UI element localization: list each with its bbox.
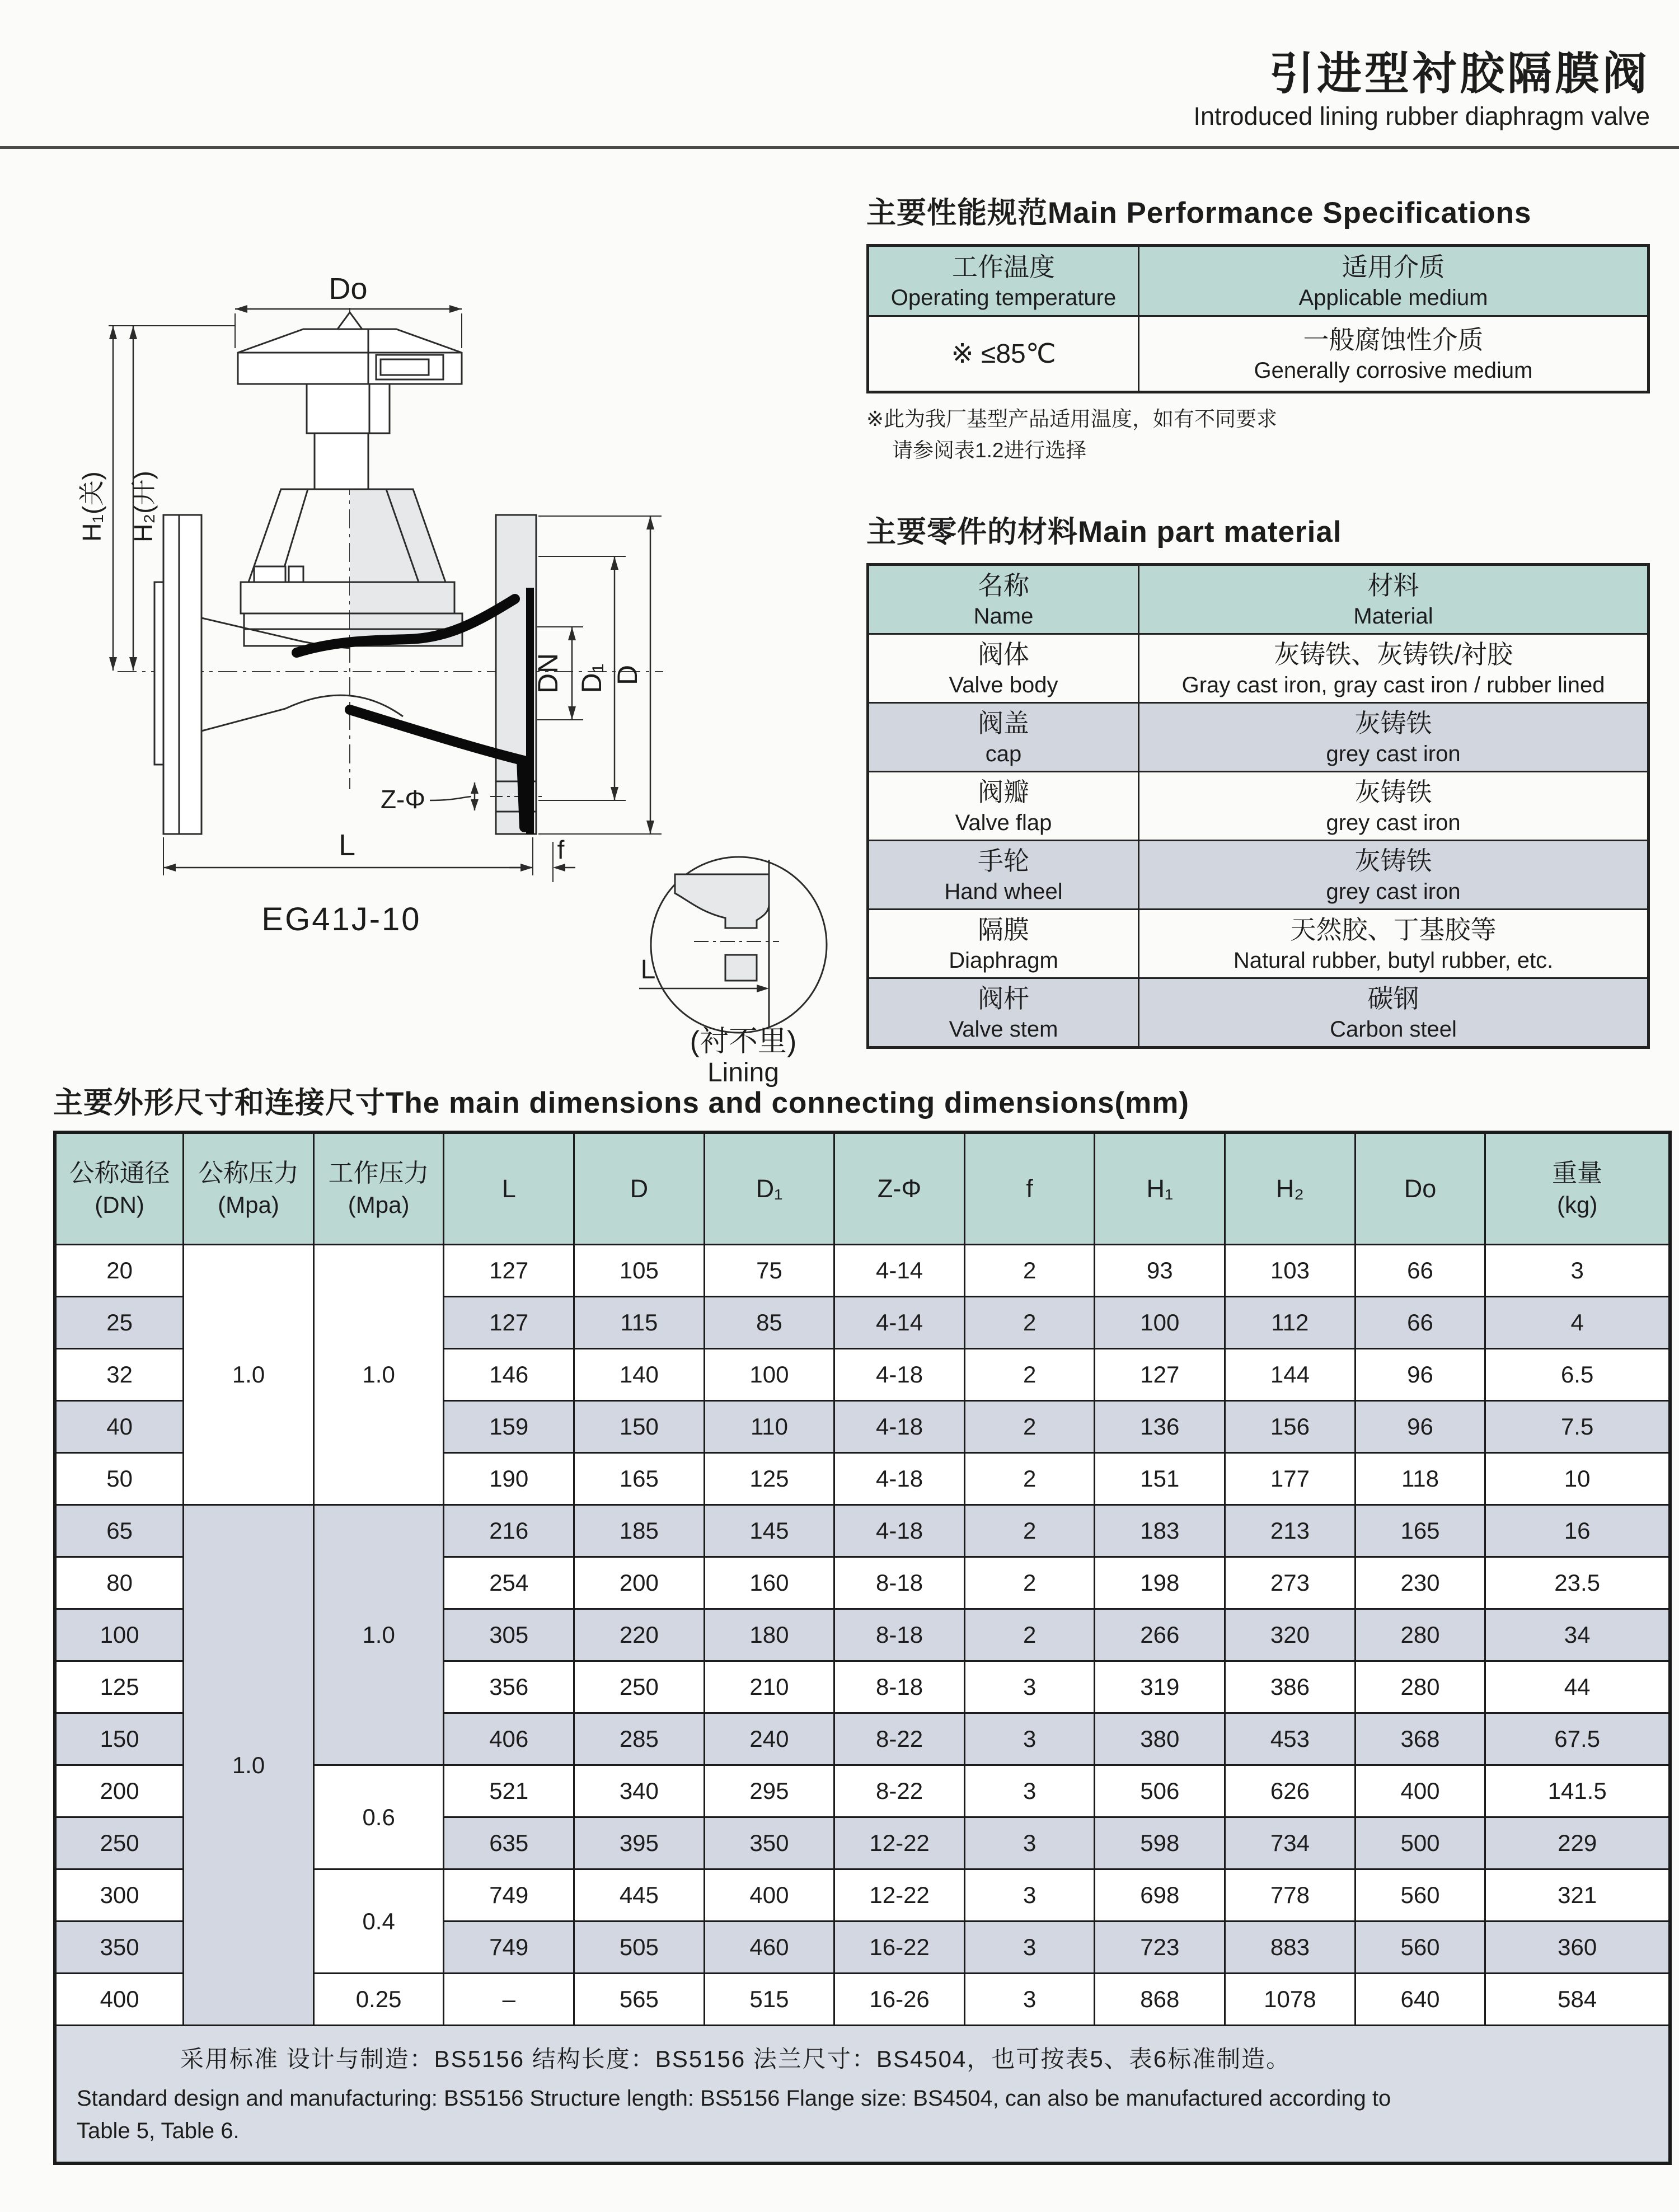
dim-cell: 778 xyxy=(1225,1869,1356,1922)
dim-merged-cell: 0.4 xyxy=(313,1869,444,1974)
performance-header-row xyxy=(868,246,1649,316)
dim-cell: 140 xyxy=(574,1349,705,1401)
standards-note-en-2: Table 5, Table 6. xyxy=(77,2119,240,2143)
dim-cell: 146 xyxy=(444,1349,574,1401)
dim-cell: 254 xyxy=(444,1557,574,1609)
dim-cell: 2 xyxy=(964,1505,1095,1557)
dim-cell: 144 xyxy=(1225,1349,1356,1401)
dim-cell: 216 xyxy=(444,1505,574,1557)
dim-cell: 340 xyxy=(574,1765,705,1817)
dim-merged-cell: 1.0 xyxy=(313,1245,444,1505)
dim-cell: 229 xyxy=(1485,1817,1670,1869)
temp-value-cell xyxy=(868,316,1139,392)
dim-merged-cell: 1.0 xyxy=(184,1245,314,1505)
dimensions-header-row xyxy=(55,1132,1670,1245)
dim-merged-cell: 0.25 xyxy=(313,1974,444,2026)
dim-cell: 280 xyxy=(1355,1661,1485,1713)
dim-cell: 50 xyxy=(55,1453,184,1505)
mat-val-zh: 天然胶、丁基胶等 xyxy=(1290,915,1497,944)
dim-cell: 500 xyxy=(1355,1817,1485,1869)
lining-caption-en: Lining xyxy=(707,1058,780,1088)
page-title-block xyxy=(1194,50,1650,131)
dim-merged-cell: 0.6 xyxy=(313,1765,444,1869)
dim-cell: 300 xyxy=(55,1869,184,1922)
temp-header-zh: 工作温度 xyxy=(952,252,1056,282)
dim-cell: 380 xyxy=(1095,1713,1225,1765)
dim-col-header: Do xyxy=(1355,1132,1485,1245)
material-name-cell xyxy=(868,634,1139,702)
medium-header-zh: 适用介质 xyxy=(1342,252,1445,282)
dim-cell: 250 xyxy=(55,1817,184,1869)
dim-cell: 6.5 xyxy=(1485,1349,1670,1401)
dim-cell: 200 xyxy=(574,1557,705,1609)
dim-cell: 3 xyxy=(964,1922,1095,1974)
dim-cell: 16-22 xyxy=(834,1922,965,1974)
dim-cell: 100 xyxy=(1095,1297,1225,1349)
dim-cell: 230 xyxy=(1355,1557,1485,1609)
dimensions-section xyxy=(53,1079,1672,2165)
dim-col-header: 重量 (kg) xyxy=(1485,1132,1670,1245)
dimensions-footer-row xyxy=(55,2026,1670,2164)
dim-cell: 127 xyxy=(444,1297,574,1349)
dim-col-header: f xyxy=(964,1132,1095,1245)
dim-col-header: H₂ xyxy=(1225,1132,1356,1245)
dim-cell: 3 xyxy=(1485,1245,1670,1297)
dim-cell: 127 xyxy=(1095,1349,1225,1401)
dim-cell: 635 xyxy=(444,1817,574,1869)
dim-cell: 400 xyxy=(1355,1765,1485,1817)
material-name-cell xyxy=(868,840,1139,909)
dim-cell: 2 xyxy=(964,1453,1095,1505)
performance-table xyxy=(866,244,1650,393)
material-row-cap xyxy=(868,702,1649,771)
dim-cell: 305 xyxy=(444,1609,574,1661)
dim-cell: 640 xyxy=(1355,1974,1485,2026)
dim-cell: 2 xyxy=(964,1609,1095,1661)
dim-cell: 85 xyxy=(704,1297,834,1349)
page-title: 引进型衬胶隔膜阀 xyxy=(1269,49,1650,99)
dim-cell: 8-18 xyxy=(834,1557,965,1609)
material-value-cell xyxy=(1139,909,1649,978)
dim-label-h1: H₁(关) xyxy=(77,471,106,542)
dim-cell: 460 xyxy=(704,1922,834,1974)
dim-cell: 100 xyxy=(55,1609,184,1661)
mat-name-zh: 阀杆 xyxy=(978,983,1030,1013)
dim-cell: 2 xyxy=(964,1557,1095,1609)
materials-heading: 主要零件的材料Main part material xyxy=(866,515,1342,549)
mat-val-en: Natural rubber, butyl rubber, etc. xyxy=(1233,948,1554,973)
dim-cell: 350 xyxy=(55,1922,184,1974)
material-row-valve-stem xyxy=(868,978,1649,1047)
dim-cell: 34 xyxy=(1485,1609,1670,1661)
dim-cell: 2 xyxy=(964,1245,1095,1297)
dim-cell: 356 xyxy=(444,1661,574,1713)
mat-val-zh: 灰铸铁 xyxy=(1354,777,1432,807)
dim-merged-cell: 1.0 xyxy=(313,1505,444,1765)
dim-cell: 560 xyxy=(1355,1869,1485,1922)
dim-label-l: L xyxy=(338,828,356,862)
dim-cell: 65 xyxy=(55,1505,184,1557)
dim-cell: 44 xyxy=(1485,1661,1670,1713)
dim-cell: 110 xyxy=(704,1401,834,1453)
dim-cell: 734 xyxy=(1225,1817,1356,1869)
dim-col-header: Z-Φ xyxy=(834,1132,965,1245)
lining-caption-zh: (衬不里) xyxy=(690,1025,797,1058)
dimensions-heading: 主要外形尺寸和连接尺寸The main dimensions and connecting dimensions(mm) xyxy=(53,1086,1190,1119)
dim-cell: 266 xyxy=(1095,1609,1225,1661)
dim-cell: 16-26 xyxy=(834,1974,965,2026)
mat-val-zh: 灰铸铁、灰铸铁/衬胶 xyxy=(1274,639,1513,669)
dim-cell: 515 xyxy=(704,1974,834,2026)
dim-cell: 20 xyxy=(55,1245,184,1297)
material-value-cell xyxy=(1139,978,1649,1047)
dim-cell: 103 xyxy=(1225,1245,1356,1297)
dim-cell: 505 xyxy=(574,1922,705,1974)
dim-cell: 198 xyxy=(1095,1557,1225,1609)
dim-cell: 386 xyxy=(1225,1661,1356,1713)
materials-col-material xyxy=(1139,565,1649,634)
dim-cell: 200 xyxy=(55,1765,184,1817)
dim-cell: 8-22 xyxy=(834,1713,965,1765)
dim-cell: 749 xyxy=(444,1922,574,1974)
dim-col-header: D xyxy=(574,1132,705,1245)
dim-cell: 285 xyxy=(574,1713,705,1765)
dim-cell: 506 xyxy=(1095,1765,1225,1817)
dim-cell: 3 xyxy=(964,1713,1095,1765)
dim-cell: 445 xyxy=(574,1869,705,1922)
mat-val-en: Carbon steel xyxy=(1330,1016,1457,1042)
dim-cell: 32 xyxy=(55,1349,184,1401)
dim-col-header: H₁ xyxy=(1095,1132,1225,1245)
dim-cell: 141.5 xyxy=(1485,1765,1670,1817)
dim-label-z-phi: Z-Φ xyxy=(380,785,426,814)
dimensions-table xyxy=(53,1131,1672,2165)
dim-cell: 2 xyxy=(964,1349,1095,1401)
dim-cell: 2 xyxy=(964,1297,1095,1349)
temp-value: ※ ≤85℃ xyxy=(951,339,1056,369)
dim-cell: 3 xyxy=(964,1661,1095,1713)
mat-name-zh: 隔膜 xyxy=(978,915,1030,944)
dim-cell: 368 xyxy=(1355,1713,1485,1765)
medium-value-zh: 一般腐蚀性介质 xyxy=(1303,325,1484,355)
dim-cell: 4-14 xyxy=(834,1297,965,1349)
material-value-cell xyxy=(1139,771,1649,840)
dim-cell: 521 xyxy=(444,1765,574,1817)
material-row-diaphragm xyxy=(868,909,1649,978)
mat-val-en: grey cast iron xyxy=(1326,879,1461,904)
note-line-1: ※此为我厂基型产品适用温度，如有不同要求 xyxy=(866,407,1278,430)
dim-cell: 2 xyxy=(964,1401,1095,1453)
dim-cell: 4-18 xyxy=(834,1401,965,1453)
material-header-en: Material xyxy=(1353,603,1433,629)
dim-cell: 3 xyxy=(964,1765,1095,1817)
dim-cell: 165 xyxy=(1355,1505,1485,1557)
page-subtitle: Introduced lining rubber diaphragm valve xyxy=(1193,102,1650,130)
medium-value-cell xyxy=(1139,316,1649,392)
note-line-2: 请参阅表1.2进行选择 xyxy=(892,438,1087,462)
dim-col-header: 公称压力 (Mpa) xyxy=(184,1132,314,1245)
dim-cell: 115 xyxy=(574,1297,705,1349)
name-header-en: Name xyxy=(973,603,1034,629)
mat-name-en: Hand wheel xyxy=(944,879,1063,904)
temperature-note xyxy=(866,404,1650,466)
dim-cell: 185 xyxy=(574,1505,705,1557)
dim-cell: 12-22 xyxy=(834,1869,965,1922)
dim-cell: 220 xyxy=(574,1609,705,1661)
materials-header-row xyxy=(868,565,1649,634)
dim-cell: 319 xyxy=(1095,1661,1225,1713)
material-row-hand-wheel xyxy=(868,840,1649,909)
materials-table xyxy=(866,563,1650,1049)
dim-label-do: Do xyxy=(329,272,368,306)
dim-row xyxy=(55,1245,1670,1297)
dim-cell: 210 xyxy=(704,1661,834,1713)
header-divider xyxy=(0,146,1679,149)
materials-col-name xyxy=(868,565,1139,634)
dim-cell: 280 xyxy=(1355,1609,1485,1661)
dim-merged-cell: 1.0 xyxy=(184,1505,314,2026)
dim-cell: 127 xyxy=(444,1245,574,1297)
dim-cell: 112 xyxy=(1225,1297,1356,1349)
dim-label-f: f xyxy=(557,835,565,864)
dim-cell: 75 xyxy=(704,1245,834,1297)
dim-cell: 4-14 xyxy=(834,1245,965,1297)
dim-cell: 96 xyxy=(1355,1401,1485,1453)
material-row-valve-body xyxy=(868,634,1649,702)
material-value-cell xyxy=(1139,634,1649,702)
dim-cell: 360 xyxy=(1485,1922,1670,1974)
dim-col-header: L xyxy=(444,1132,574,1245)
dim-cell: 749 xyxy=(444,1869,574,1922)
dim-cell: 1078 xyxy=(1225,1974,1356,2026)
mat-name-zh: 阀体 xyxy=(978,639,1030,669)
dim-cell: 12-22 xyxy=(834,1817,965,1869)
dim-cell: 868 xyxy=(1095,1974,1225,2026)
material-header-zh: 材料 xyxy=(1367,571,1419,600)
dim-cell: 213 xyxy=(1225,1505,1356,1557)
mat-val-zh: 灰铸铁 xyxy=(1354,846,1432,875)
dim-cell: 8-22 xyxy=(834,1765,965,1817)
material-name-cell xyxy=(868,978,1139,1047)
material-value-cell xyxy=(1139,840,1649,909)
dim-cell: 698 xyxy=(1095,1869,1225,1922)
mat-name-zh: 手轮 xyxy=(978,846,1030,875)
dim-cell: 4-18 xyxy=(834,1453,965,1505)
dim-cell: 180 xyxy=(704,1609,834,1661)
dim-cell: 177 xyxy=(1225,1453,1356,1505)
mat-val-zh: 碳钢 xyxy=(1367,983,1419,1013)
dim-cell: 8-18 xyxy=(834,1661,965,1713)
dim-cell: 67.5 xyxy=(1485,1713,1670,1765)
mat-name-en: Valve body xyxy=(949,672,1058,697)
medium-value-en: Generally corrosive medium xyxy=(1254,358,1533,383)
dim-label-d: D xyxy=(612,664,643,686)
dim-cell: 250 xyxy=(574,1661,705,1713)
mat-name-en: Valve flap xyxy=(955,810,1052,835)
dim-row xyxy=(55,1505,1670,1557)
valve-drawing-svg xyxy=(45,224,884,1088)
material-value-cell xyxy=(1139,702,1649,771)
dim-cell: 4-18 xyxy=(834,1505,965,1557)
dim-col-header: 公称通径 (DN) xyxy=(55,1132,184,1245)
material-name-cell xyxy=(868,909,1139,978)
model-label: EG41J-10 xyxy=(261,901,421,938)
standards-note-cell xyxy=(55,2026,1670,2164)
mat-name-zh: 阀瓣 xyxy=(978,777,1030,807)
dim-cell: 406 xyxy=(444,1713,574,1765)
dim-cell: 159 xyxy=(444,1401,574,1453)
dim-cell: 273 xyxy=(1225,1557,1356,1609)
dim-cell: 40 xyxy=(55,1401,184,1453)
dim-label-h2: H₂(开) xyxy=(129,471,158,542)
dim-cell: 883 xyxy=(1225,1922,1356,1974)
name-header-zh: 名称 xyxy=(978,571,1030,600)
dim-cell: 66 xyxy=(1355,1245,1485,1297)
dim-cell: 183 xyxy=(1095,1505,1225,1557)
mat-val-en: Gray cast iron, gray cast iron / rubber lined xyxy=(1181,672,1605,697)
dim-cell: 3 xyxy=(964,1869,1095,1922)
dim-cell: 66 xyxy=(1355,1297,1485,1349)
mat-name-en: Diaphragm xyxy=(949,948,1058,973)
dim-col-header: 工作压力 (Mpa) xyxy=(313,1132,444,1245)
mat-val-en: grey cast iron xyxy=(1326,810,1461,835)
dim-col-header: D₁ xyxy=(704,1132,834,1245)
mat-name-en: Valve stem xyxy=(949,1016,1058,1042)
dim-cell: 190 xyxy=(444,1453,574,1505)
dim-cell: 118 xyxy=(1355,1453,1485,1505)
dim-label-dn: DN xyxy=(532,653,564,694)
dim-cell: 10 xyxy=(1485,1453,1670,1505)
dim-cell: 350 xyxy=(704,1817,834,1869)
mat-val-zh: 灰铸铁 xyxy=(1354,708,1432,738)
standards-note-en-1: Standard design and manufacturing: BS5156 Structure length: BS5156 Flange size: BS4504, can also be manufactured according to xyxy=(77,2086,1391,2111)
dim-cell: 4-18 xyxy=(834,1349,965,1401)
dim-cell: 150 xyxy=(55,1713,184,1765)
dim-cell: 25 xyxy=(55,1297,184,1349)
dim-cell: 80 xyxy=(55,1557,184,1609)
dim-cell: 240 xyxy=(704,1713,834,1765)
dim-cell: 321 xyxy=(1485,1869,1670,1922)
dim-cell: 560 xyxy=(1355,1922,1485,1974)
dim-cell: 8-18 xyxy=(834,1609,965,1661)
dim-cell: 3 xyxy=(964,1817,1095,1869)
dim-cell: 150 xyxy=(574,1401,705,1453)
medium-header-en: Applicable medium xyxy=(1298,285,1488,310)
right-column xyxy=(866,189,1650,1049)
dim-cell: 400 xyxy=(55,1974,184,2026)
dim-cell: 320 xyxy=(1225,1609,1356,1661)
temp-header-en: Operating temperature xyxy=(890,285,1117,310)
dim-cell: 165 xyxy=(574,1453,705,1505)
dim-cell: 96 xyxy=(1355,1349,1485,1401)
performance-heading: 主要性能规范Main Performance Specifications xyxy=(866,196,1532,229)
dim-label-d1: D₁ xyxy=(576,663,607,693)
dim-cell: 136 xyxy=(1095,1401,1225,1453)
material-row-valve-flap xyxy=(868,771,1649,840)
standards-note-zh: 采用标准 设计与制造：BS5156 结构长度：BS5156 法兰尺寸：BS4504，也可按表5、表6标准制造。 xyxy=(180,2046,1291,2072)
material-name-cell xyxy=(868,771,1139,840)
dim-cell: 598 xyxy=(1095,1817,1225,1869)
dim-cell: 105 xyxy=(574,1245,705,1297)
performance-data-row xyxy=(868,316,1649,392)
dim-cell: 160 xyxy=(704,1557,834,1609)
material-name-cell xyxy=(868,702,1139,771)
dim-cell: 400 xyxy=(704,1869,834,1922)
dim-cell: 565 xyxy=(574,1974,705,2026)
dim-cell: 723 xyxy=(1095,1922,1225,1974)
dim-cell: 151 xyxy=(1095,1453,1225,1505)
dim-cell: – xyxy=(444,1974,574,2026)
dim-cell: 453 xyxy=(1225,1713,1356,1765)
dim-cell: 145 xyxy=(704,1505,834,1557)
detail-dim-label-l: L xyxy=(640,955,656,985)
valve-drawing xyxy=(45,224,884,1088)
dim-cell: 156 xyxy=(1225,1401,1356,1453)
performance-col-medium xyxy=(1139,246,1649,316)
dim-cell: 626 xyxy=(1225,1765,1356,1817)
dim-cell: 16 xyxy=(1485,1505,1670,1557)
dim-cell: 395 xyxy=(574,1817,705,1869)
mat-name-zh: 阀盖 xyxy=(978,708,1030,738)
dim-cell: 100 xyxy=(704,1349,834,1401)
mat-val-en: grey cast iron xyxy=(1326,741,1461,766)
dim-cell: 295 xyxy=(704,1765,834,1817)
dim-cell: 7.5 xyxy=(1485,1401,1670,1453)
dimensions-tbody xyxy=(55,1245,1670,2026)
dim-cell: 23.5 xyxy=(1485,1557,1670,1609)
dim-cell: 4 xyxy=(1485,1297,1670,1349)
performance-col-temp xyxy=(868,246,1139,316)
dim-cell: 93 xyxy=(1095,1245,1225,1297)
dim-cell: 125 xyxy=(704,1453,834,1505)
dim-cell: 125 xyxy=(55,1661,184,1713)
dim-cell: 3 xyxy=(964,1974,1095,2026)
mat-name-en: cap xyxy=(985,741,1022,766)
dim-cell: 584 xyxy=(1485,1974,1670,2026)
